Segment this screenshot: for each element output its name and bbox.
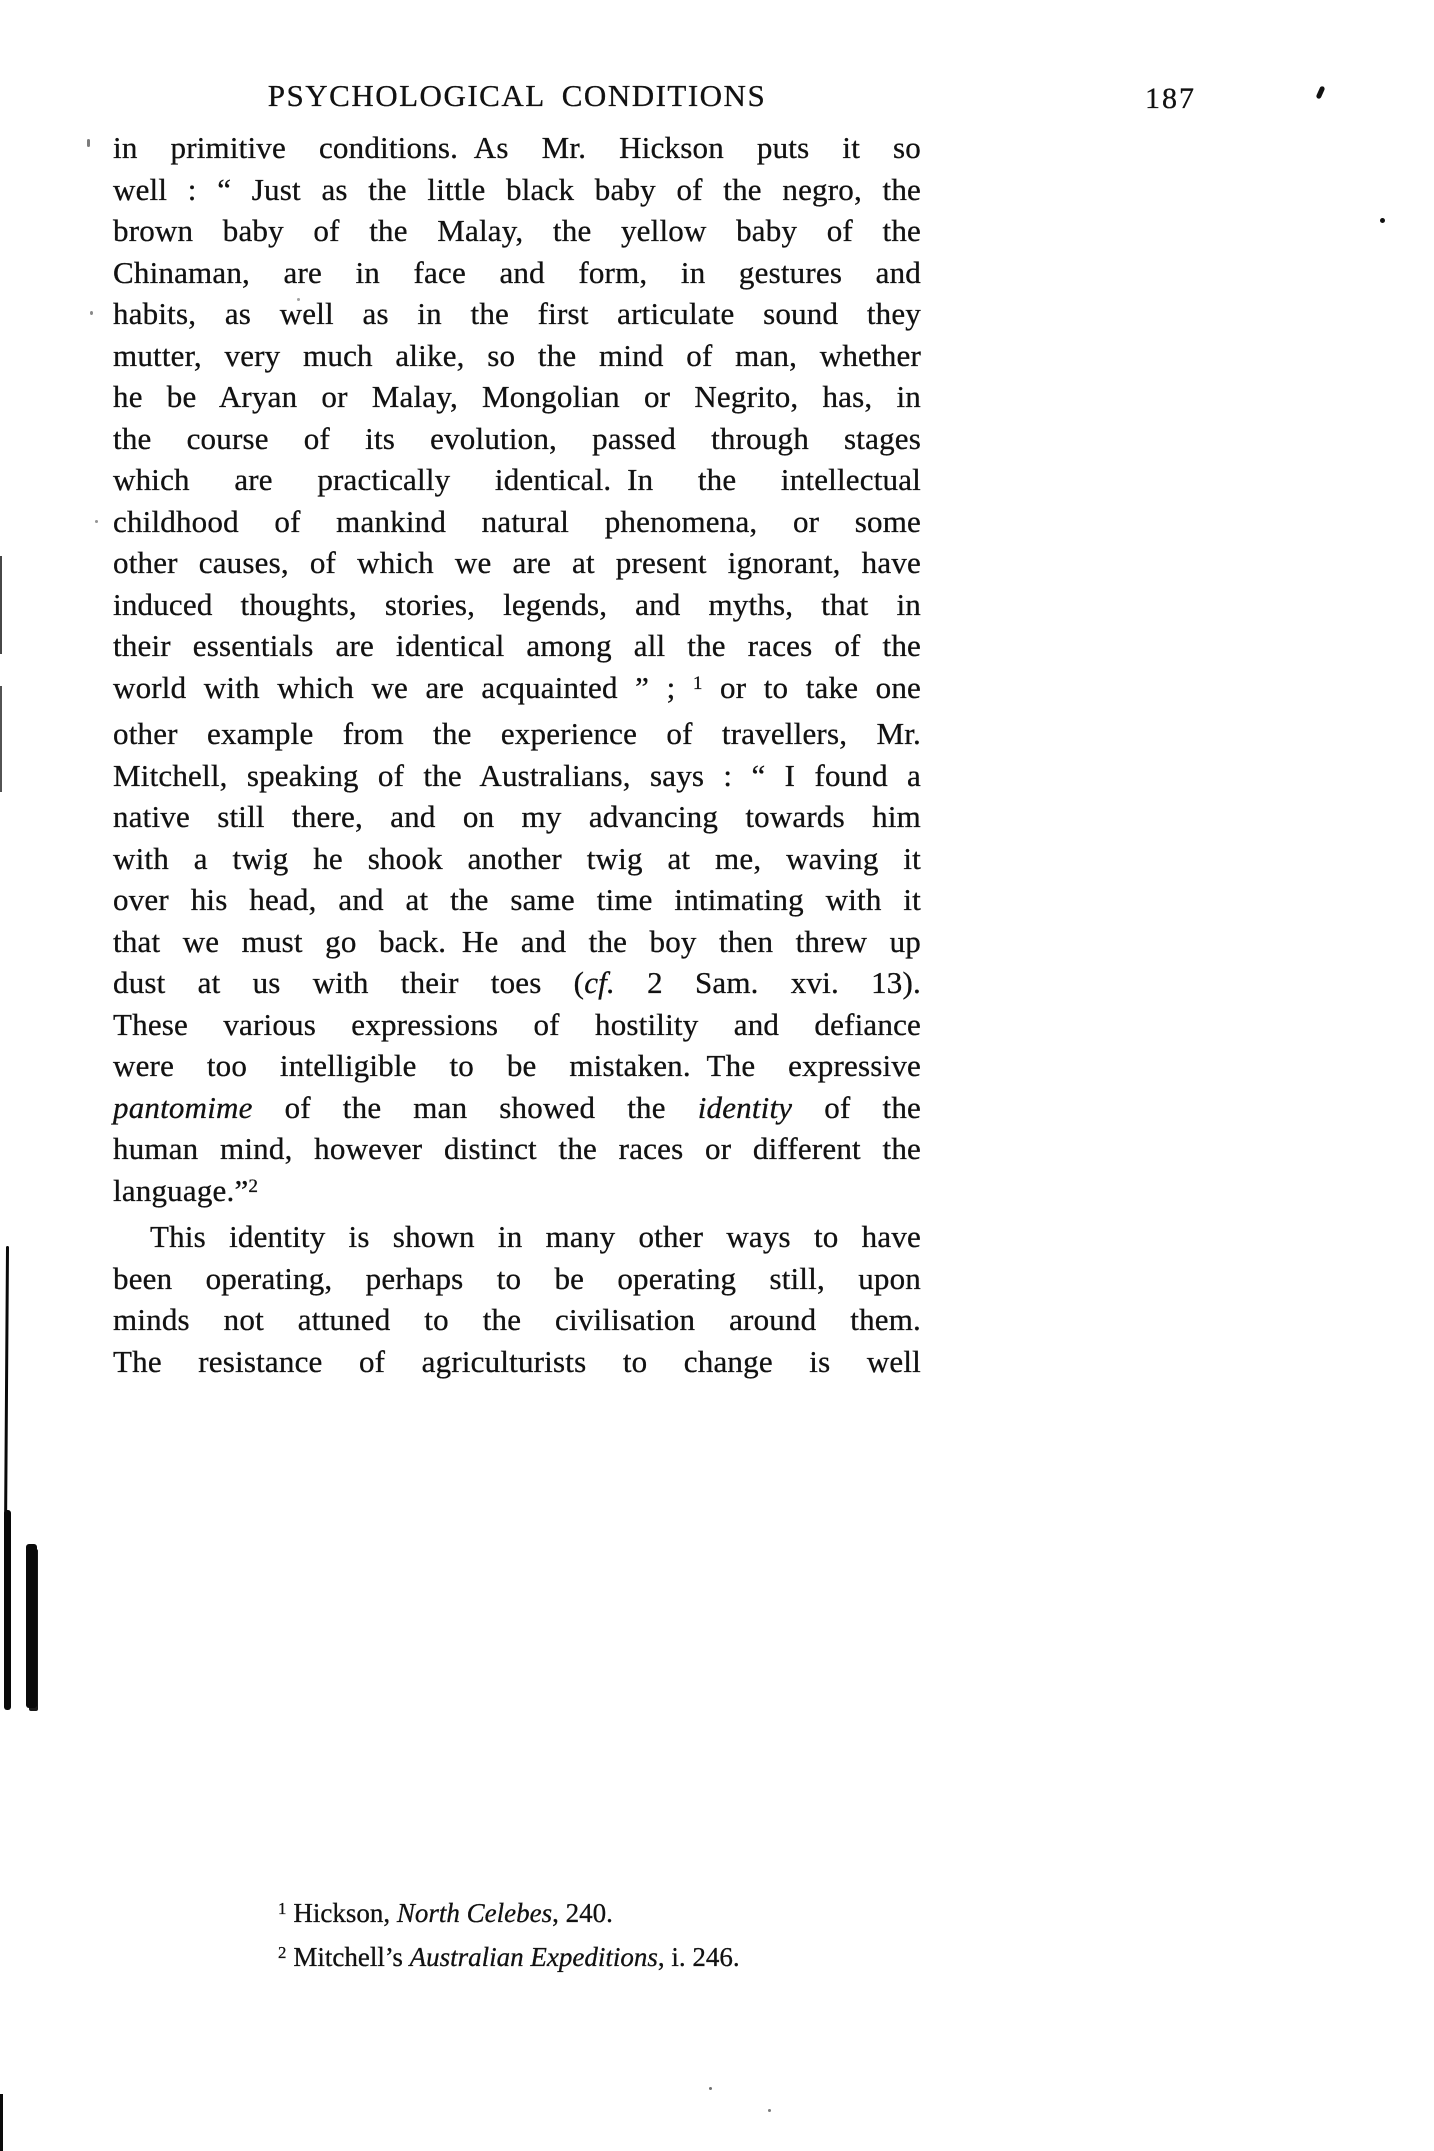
text-line xyxy=(113,755,921,797)
text-segment: mutter, very much alike, so the mind of man, whether xyxy=(113,337,921,373)
running-head-title: PSYCHOLOGICAL CONDITIONS xyxy=(267,78,767,113)
text-segment: or to take one xyxy=(702,669,922,705)
text-segment: with a twig he shook another twig at me, waving it xyxy=(113,840,921,876)
text-segment: were too intelligible to be mistaken. The expressive xyxy=(113,1048,921,1083)
text-line xyxy=(113,459,921,501)
footnote xyxy=(278,1893,921,1937)
scan-speck xyxy=(90,311,93,315)
text-line xyxy=(113,1258,921,1300)
text-line xyxy=(113,210,921,252)
text-segment: language.” xyxy=(113,1172,249,1208)
text-line xyxy=(113,169,921,211)
text-segment: 2 Sam. xvi. 13). xyxy=(614,965,921,1000)
text-segment: which are practically identical. In the intellectual xyxy=(113,462,921,497)
text-segment: of the man showed the xyxy=(252,1089,698,1125)
page-number: 187 xyxy=(1145,82,1196,115)
footnote xyxy=(278,1937,921,1981)
italic-text: cf. xyxy=(584,965,615,1000)
text-line xyxy=(113,542,921,584)
text-segment: Mitchell, speaking of the Australians, says : “ I found a xyxy=(113,757,921,793)
text-line xyxy=(113,1128,921,1170)
italic-text: North Celebes xyxy=(396,1898,553,1928)
text-segment: other causes, of which we are at present ignorant, have xyxy=(113,545,921,580)
text-segment: dust at us with their toes ( xyxy=(113,965,585,1000)
footnotes xyxy=(113,1893,921,1981)
text-segment: world with which we are acquainted ” ; xyxy=(113,669,693,705)
text-line xyxy=(113,667,921,714)
text-segment: The resistance of agriculturists to change is well xyxy=(113,1343,921,1379)
text-segment: Hickson, xyxy=(293,1898,397,1928)
text-line xyxy=(113,1299,921,1341)
footnote-reference: 2 xyxy=(248,1175,259,1197)
scan-speck xyxy=(95,520,98,523)
text-segment: , i. 246. xyxy=(657,1942,740,1972)
binding-mark xyxy=(4,1510,11,1710)
text-line xyxy=(113,1004,921,1046)
italic-text: identity xyxy=(697,1089,793,1125)
text-line xyxy=(113,921,921,963)
text-segment: induced thoughts, stories, legends, and myths, that in xyxy=(113,586,921,622)
text-segment: other example from the experience of travellers, Mr. xyxy=(113,716,921,751)
text-segment: that we must go back. He and the boy then threw up xyxy=(113,923,921,959)
text-line xyxy=(113,584,921,626)
text-segment: native still there, and on my advancing towards him xyxy=(113,799,921,834)
footnote-marker: 1 xyxy=(278,1899,287,1919)
page-edge-mark xyxy=(0,686,2,792)
text-line xyxy=(113,879,921,921)
text-line xyxy=(113,501,921,543)
text-segment: , 240. xyxy=(552,1898,613,1928)
text-line xyxy=(113,335,921,377)
text-segment: been operating, perhaps to be operating still, upon xyxy=(113,1260,921,1296)
text-segment: habits, as well as in the first articulate sound they xyxy=(113,296,921,331)
binding-mark xyxy=(26,1544,37,1708)
text-segment: in primitive conditions. As Mr. Hickson puts it so xyxy=(113,130,921,165)
italic-text: pantomime xyxy=(113,1089,253,1125)
footnote-reference: 1 xyxy=(692,672,703,694)
text-segment: their essentials are identical among all the races of the xyxy=(113,628,921,663)
text-line xyxy=(113,838,921,880)
binding-mark xyxy=(0,2094,3,2151)
text-segment: the course of its evolution, passed through stages xyxy=(113,420,921,456)
text-segment: human mind, however distinct the races or different the xyxy=(113,1131,921,1166)
text-segment: brown baby of the Malay, the yellow baby of the xyxy=(113,213,921,248)
footnote-marker: 2 xyxy=(278,1943,287,1963)
text-line xyxy=(113,127,921,169)
text-segment: minds not attuned to the civilisation around them. xyxy=(113,1302,921,1337)
text-line xyxy=(113,625,921,667)
text-segment: well : “ Just as the little black baby of the negro, the xyxy=(113,171,921,207)
text-line xyxy=(113,713,921,755)
text-segment: of the xyxy=(792,1089,921,1125)
text-segment: childhood of mankind natural phenomena, or some xyxy=(113,503,921,539)
binding-mark xyxy=(4,1246,9,1536)
text-line xyxy=(113,1087,921,1129)
text-line xyxy=(113,1170,921,1217)
text-line xyxy=(113,962,921,1004)
text-segment: over his head, and at the same time intimating with it xyxy=(113,882,921,917)
text-line xyxy=(113,1045,921,1087)
text-line xyxy=(113,252,921,294)
text-line xyxy=(113,1341,921,1383)
scan-speck xyxy=(1380,218,1385,223)
text-line xyxy=(113,418,921,460)
text-segment: Mitchell’s xyxy=(293,1942,410,1972)
italic-text: Australian Expeditions xyxy=(409,1942,658,1972)
scan-speck xyxy=(87,139,90,147)
scan-speck xyxy=(709,2087,712,2090)
text-segment: Chinaman, are in face and form, in gestures and xyxy=(113,254,921,290)
text-line xyxy=(113,293,921,335)
text-segment: This identity is shown in many other ways to have xyxy=(150,1219,921,1254)
scan-speck xyxy=(297,298,300,301)
text-line xyxy=(113,796,921,838)
text-segment: These various expressions of hostility and defiance xyxy=(113,1006,921,1042)
text-line xyxy=(113,1216,921,1258)
scan-speck xyxy=(1316,86,1326,100)
scan-speck xyxy=(768,2109,771,2112)
page-edge-mark xyxy=(0,556,2,654)
text-segment: he be Aryan or Malay, Mongolian or Negrito, has, in xyxy=(113,379,921,414)
text-line xyxy=(113,376,921,418)
body-text xyxy=(113,127,921,1382)
